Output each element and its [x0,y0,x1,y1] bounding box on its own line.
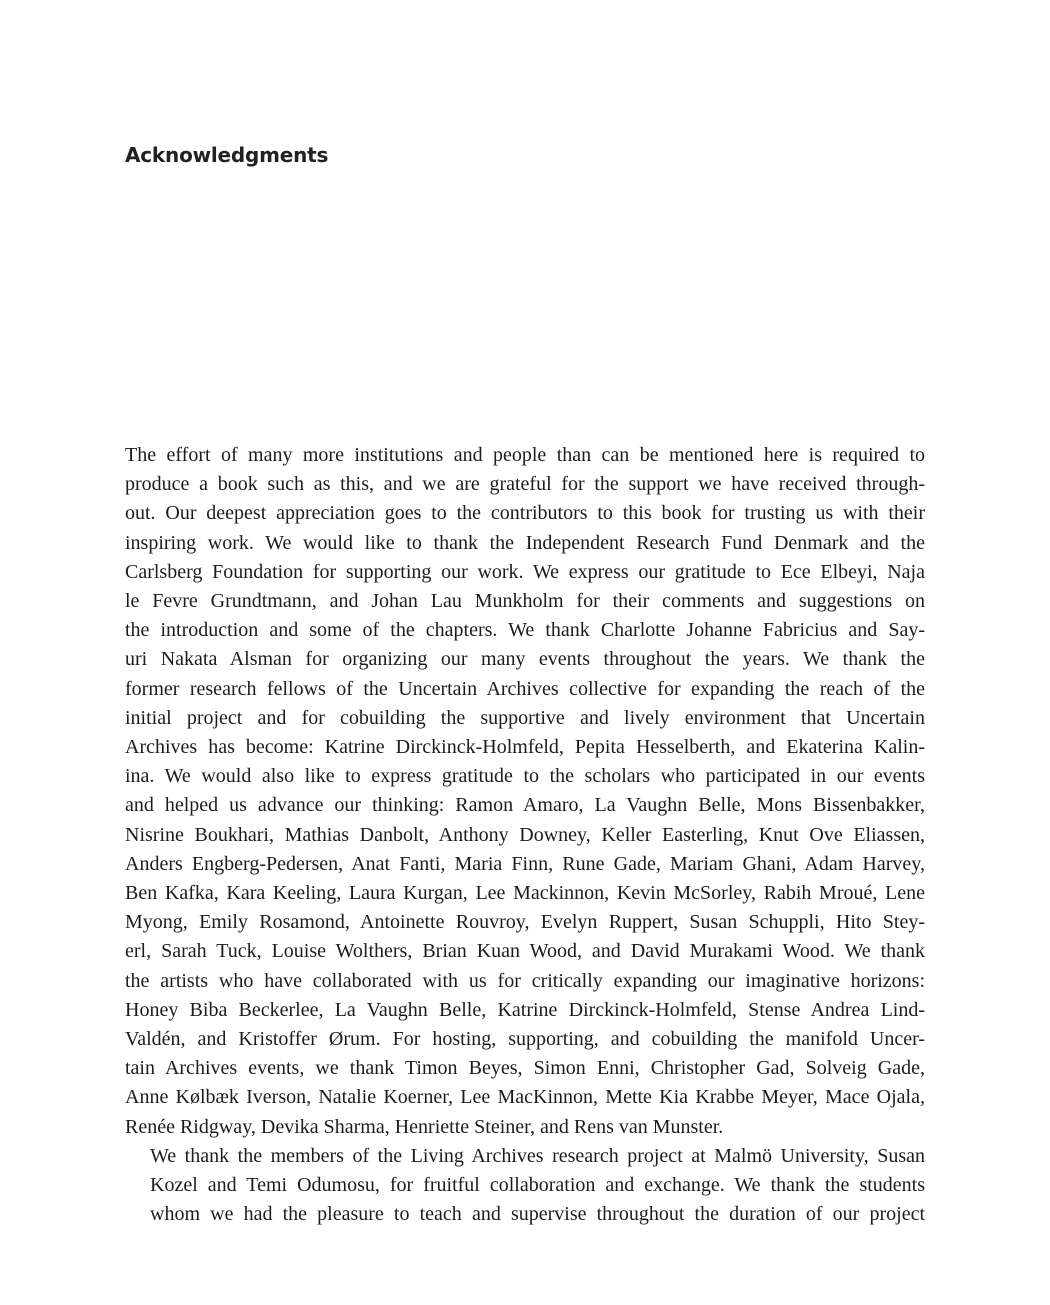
text-line: former research fellows of the Uncertain Archives collective for expanding the reach of the [125,677,925,700]
text-line: Honey Biba Beckerlee, La Vaughn Belle, Katrine Dirckinck-Holmfeld, Stense Andrea Lind- [125,998,925,1021]
text-line: Kozel and Temi Odumosu, for fruitful collaboration and exchange. We thank the students [150,1174,925,1197]
text-line: erl, Sarah Tuck, Louise Wolthers, Brian Kuan Wood, and David Murakami Wood. We thank [125,940,925,963]
text-line: Carlsberg Foundation for supporting our work. We express our gratitude to Ece Elbeyi, Naja [125,560,925,583]
text-line: Valdén, and Kristoffer Ørum. For hosting, supporting, and cobuilding the manifold Uncer- [125,1028,925,1051]
paragraph-1 [125,441,925,1142]
text-line: Myong, Emily Rosamond, Antoinette Rouvroy, Evelyn Ruppert, Susan Schuppli, Hito Stey- [125,911,925,934]
text-line: produce a book such as this, and we are grateful for the support we have received through- [125,473,925,496]
text-line: We thank the members of the Living Archives research project at Malmö University, Susan [150,1144,925,1167]
text-line: inspiring work. We would like to thank the Independent Research Fund Denmark and the [125,531,925,554]
text-line: le Fevre Grundtmann, and Johan Lau Munkholm for their comments and suggestions on [125,590,925,613]
text-line: and helped us advance our thinking: Ramon Amaro, La Vaughn Belle, Mons Bissenbakker, [125,794,925,817]
text-line: Anders Engberg-Pedersen, Anat Fanti, Maria Finn, Rune Gade, Mariam Ghani, Adam Harvey, [125,852,925,875]
text-line: Anne Kølbæk Iverson, Natalie Koerner, Lee MacKinnon, Mette Kia Krabbe Meyer, Mace Ojala, [125,1086,925,1109]
paragraph-2 [125,1142,925,1230]
text-line: the introduction and some of the chapters. We thank Charlotte Johanne Fabricius and Say- [125,619,925,642]
text-line: uri Nakata Alsman for organizing our many events throughout the years. We thank the [125,648,925,671]
text-line: the artists who have collaborated with us for critically expanding our imaginative horizons: [125,969,925,992]
text-line: initial project and for cobuilding the supportive and lively environment that Uncertain [125,706,925,729]
text-line: out. Our deepest appreciation goes to the contributors to this book for trusting us with their [125,502,925,525]
text-line: ina. We would also like to express gratitude to the scholars who participated in our events [125,765,925,788]
page-title: Acknowledgments [125,143,329,167]
text-line: Renée Ridgway, Devika Sharma, Henriette Steiner, and Rens van Munster. [125,1115,724,1138]
text-line: tain Archives events, we thank Timon Beyes, Simon Enni, Christopher Gad, Solveig Gade, [125,1057,925,1080]
text-line: Archives has become: Katrine Dirckinck-Holmfeld, Pepita Hesselberth, and Ekaterina Kalin- [125,736,925,759]
text-line: The effort of many more institutions and people than can be mentioned here is required to [125,444,925,466]
acknowledgments-body [125,441,925,1229]
text-line: whom we had the pleasure to teach and supervise throughout the duration of our project [150,1203,925,1226]
text-line: Ben Kafka, Kara Keeling, Laura Kurgan, Lee Mackinnon, Kevin McSorley, Rabih Mroué, Lene [125,882,925,905]
text-line: Nisrine Boukhari, Mathias Danbolt, Anthony Downey, Keller Easterling, Knut Ove Eliassen, [125,823,925,846]
